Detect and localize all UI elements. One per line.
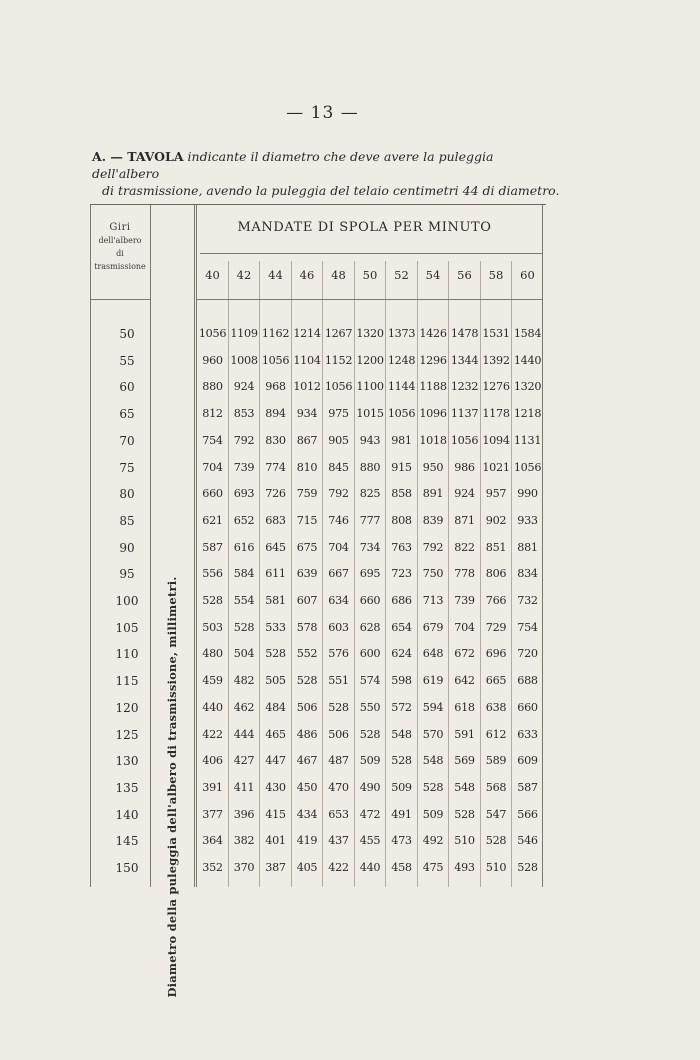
column-header: 50: [362, 268, 378, 282]
value-cell: 493: [454, 861, 475, 874]
value-cell: 654: [391, 620, 412, 634]
value-cell: 411: [233, 780, 255, 794]
value-cell: 572: [391, 700, 412, 714]
value-cell: 574: [359, 674, 381, 688]
column-header: 44: [268, 268, 283, 282]
value-cell: 587: [517, 780, 538, 794]
value-cell: 422: [328, 861, 349, 874]
value-cell: 1008: [230, 353, 258, 367]
value-cell: 1320: [356, 327, 384, 340]
value-cell: 450: [296, 780, 318, 794]
value-cell: 934: [296, 407, 318, 421]
value-cell: 1248: [387, 353, 416, 367]
value-cell: 693: [233, 487, 255, 501]
value-cell: 401: [265, 834, 286, 848]
table-row: [90, 404, 546, 424]
value-cell: 1531: [482, 327, 510, 340]
value-cell: 618: [454, 700, 475, 714]
value-cell: 675: [296, 540, 318, 554]
value-cell: 510: [485, 861, 507, 874]
value-cell: 774: [265, 460, 286, 474]
value-cell: 1373: [387, 327, 416, 340]
table-row: [90, 564, 546, 584]
value-cell: 528: [233, 620, 255, 634]
value-cell: 648: [422, 647, 444, 661]
value-cell: 430: [265, 780, 286, 794]
value-cell: 1131: [513, 433, 542, 447]
value-cell: 566: [517, 807, 538, 821]
column-header: 56: [457, 268, 472, 282]
value-cell: 763: [391, 540, 412, 554]
value-cell: 528: [359, 727, 381, 741]
value-cell: 665: [485, 674, 507, 688]
table-row: [90, 511, 546, 531]
column-header: 42: [236, 268, 252, 282]
column-header: 58: [488, 268, 504, 282]
value-cell: 1584: [513, 327, 542, 340]
giri-cell: 130: [115, 754, 139, 769]
value-cell: 504: [233, 647, 255, 661]
value-cell: 924: [233, 380, 255, 394]
table-row: [90, 618, 546, 638]
value-cell: 990: [517, 487, 538, 501]
value-cell: 1232: [450, 380, 479, 394]
value-cell: 447: [265, 754, 286, 768]
value-cell: 533: [265, 620, 286, 634]
value-cell: 1109: [230, 327, 258, 340]
value-cell: 415: [265, 807, 286, 821]
giri-cell: 90: [119, 540, 135, 555]
value-cell: 1056: [450, 433, 479, 447]
value-cell: 739: [233, 460, 255, 474]
value-cell: 933: [517, 513, 538, 527]
value-cell: 1267: [324, 327, 353, 340]
value-cell: 683: [265, 513, 286, 527]
giri-cell: 60: [119, 380, 135, 395]
value-cell: 458: [391, 861, 412, 874]
table-row: [90, 751, 546, 771]
table-caption: [92, 148, 562, 199]
value-cell: 894: [265, 407, 286, 421]
value-cell: 503: [202, 620, 223, 634]
value-cell: 459: [202, 674, 223, 688]
value-cell: 465: [265, 727, 286, 741]
value-cell: 750: [422, 567, 444, 581]
value-cell: 830: [265, 433, 286, 447]
giri-header-line2: dell'albero: [98, 236, 142, 245]
value-cell: 594: [422, 700, 444, 714]
giri-cell: 150: [115, 861, 139, 875]
giri-cell: 80: [119, 487, 135, 502]
value-cell: 634: [328, 594, 349, 607]
value-cell: 792: [233, 433, 255, 447]
value-cell: 548: [391, 727, 412, 741]
value-cell: 475: [422, 861, 444, 874]
giri-cell: 115: [115, 674, 139, 689]
value-cell: 1392: [482, 353, 510, 367]
table-row: [90, 725, 546, 745]
value-cell: 1015: [356, 407, 384, 421]
value-cell: 405: [296, 861, 318, 874]
table-row: [90, 591, 546, 611]
value-cell: 437: [328, 834, 349, 848]
value-cell: 1096: [419, 407, 447, 421]
data-table: [90, 204, 546, 998]
giri-cell: 145: [115, 834, 139, 849]
giri-header-line4: trasmissione: [94, 262, 146, 271]
value-cell: 621: [202, 513, 223, 527]
value-cell: 584: [233, 567, 255, 581]
value-cell: 754: [202, 433, 223, 447]
value-cell: 1056: [387, 407, 416, 421]
column-header: 52: [394, 268, 409, 282]
value-cell: 639: [296, 567, 318, 581]
value-cell: 1200: [356, 353, 384, 367]
value-cell: 546: [517, 834, 538, 848]
value-cell: 732: [517, 594, 538, 607]
giri-cell: 50: [119, 327, 135, 341]
value-cell: 1056: [198, 327, 227, 340]
value-cell: 660: [202, 487, 223, 501]
giri-header-line3: di: [116, 249, 124, 258]
giri-cell: 135: [115, 780, 139, 795]
value-cell: 1104: [293, 353, 321, 367]
value-cell: 1214: [293, 327, 321, 340]
value-cell: 591: [454, 727, 475, 741]
value-cell: 506: [328, 727, 349, 741]
table-row: [90, 458, 546, 478]
value-cell: 704: [328, 540, 349, 554]
value-cell: 589: [485, 754, 507, 768]
value-cell: 551: [328, 674, 349, 688]
caption-lead: A. — TAVOLA: [92, 149, 184, 164]
value-cell: 455: [359, 834, 381, 848]
value-cell: 881: [517, 540, 538, 554]
value-cell: 726: [265, 487, 286, 501]
giri-cell: 65: [119, 407, 135, 422]
table-row: [90, 805, 546, 825]
giri-cell: 85: [119, 513, 135, 528]
value-cell: 834: [517, 567, 538, 581]
value-cell: 704: [454, 620, 475, 634]
value-cell: 825: [359, 487, 381, 501]
value-cell: 612: [485, 727, 507, 741]
value-cell: 427: [233, 754, 255, 768]
table-row: [90, 778, 546, 798]
value-cell: 624: [391, 647, 412, 661]
value-cell: 406: [202, 754, 223, 768]
value-cell: 858: [391, 487, 412, 501]
table-row: [90, 698, 546, 718]
value-cell: 440: [202, 700, 223, 714]
value-cell: 808: [391, 513, 412, 527]
value-cell: 720: [517, 647, 538, 661]
value-cell: 981: [391, 433, 412, 447]
giri-cell: 75: [119, 460, 135, 475]
value-cell: 556: [202, 567, 223, 581]
value-cell: 616: [233, 540, 255, 554]
value-cell: 924: [454, 487, 475, 501]
value-cell: 1162: [261, 327, 290, 340]
table-row: [90, 484, 546, 504]
table-row: [90, 351, 546, 371]
value-cell: 975: [328, 407, 349, 421]
value-cell: 509: [359, 754, 381, 768]
value-cell: 377: [202, 807, 223, 821]
value-cell: 568: [485, 780, 507, 794]
value-cell: 739: [454, 594, 475, 607]
value-cell: 528: [454, 807, 475, 821]
value-cell: 713: [422, 594, 444, 607]
value-cell: 600: [359, 647, 381, 661]
value-cell: 528: [485, 834, 507, 848]
giri-header: [90, 221, 150, 273]
value-cell: 509: [391, 780, 412, 794]
value-cell: 943: [359, 433, 381, 447]
value-cell: 1178: [482, 407, 510, 421]
value-cell: 528: [391, 754, 412, 768]
value-cell: 581: [265, 594, 286, 607]
value-cell: 871: [454, 513, 475, 527]
value-cell: 1018: [419, 433, 447, 447]
value-cell: 419: [296, 834, 318, 848]
giri-cell: 110: [115, 647, 139, 662]
value-cell: 652: [233, 513, 255, 527]
value-cell: 667: [328, 567, 349, 581]
value-cell: 1296: [419, 353, 447, 367]
value-cell: 528: [328, 700, 349, 714]
value-cell: 628: [359, 620, 381, 634]
value-cell: 1320: [513, 380, 542, 394]
value-cell: 806: [485, 567, 507, 581]
value-cell: 548: [454, 780, 475, 794]
value-cell: 370: [233, 861, 255, 874]
table-row: [90, 431, 546, 451]
value-cell: 766: [485, 594, 507, 607]
value-cell: 1056: [513, 460, 542, 474]
value-cell: 352: [202, 861, 223, 874]
value-cell: 1144: [387, 380, 416, 394]
value-cell: 660: [517, 700, 538, 714]
value-cell: 1056: [324, 380, 353, 394]
value-cell: 686: [391, 594, 412, 607]
value-cell: 746: [328, 513, 349, 527]
value-cell: 653: [328, 807, 349, 821]
value-cell: 480: [202, 647, 223, 661]
page-number: — 13 —: [286, 103, 359, 123]
value-cell: 734: [359, 540, 381, 554]
value-cell: 880: [202, 380, 223, 394]
value-cell: 915: [391, 460, 412, 474]
table-row: [90, 644, 546, 664]
giri-cell: 105: [115, 620, 139, 635]
table-row: [90, 538, 546, 558]
value-cell: 853: [233, 407, 255, 421]
value-cell: 812: [202, 407, 223, 421]
value-cell: 642: [454, 674, 475, 688]
giri-cell: 95: [119, 567, 135, 582]
value-cell: 960: [202, 353, 223, 367]
value-cell: 950: [422, 460, 444, 474]
value-cell: 1021: [482, 460, 510, 474]
value-cell: 603: [328, 620, 349, 634]
value-cell: 391: [202, 780, 223, 794]
value-cell: 1478: [450, 327, 479, 340]
value-cell: 1218: [513, 407, 542, 421]
value-cell: 1440: [513, 353, 542, 367]
giri-header-title: Giri: [109, 222, 131, 233]
value-cell: 688: [517, 674, 538, 688]
value-cell: 1276: [482, 380, 510, 394]
table-row: [90, 377, 546, 397]
value-cell: 490: [359, 780, 381, 794]
column-header: 46: [299, 268, 315, 282]
value-cell: 550: [359, 700, 381, 714]
value-cell: 851: [485, 540, 507, 554]
value-cell: 845: [328, 460, 349, 474]
column-header: 60: [520, 268, 535, 282]
value-cell: 695: [359, 567, 381, 581]
value-cell: 723: [391, 567, 412, 581]
value-cell: 679: [422, 620, 444, 634]
value-cell: 528: [296, 674, 318, 688]
value-cell: 778: [454, 567, 475, 581]
value-cell: 484: [265, 700, 286, 714]
value-cell: 528: [517, 861, 538, 874]
value-cell: 986: [454, 460, 475, 474]
value-cell: 902: [485, 513, 507, 527]
value-cell: 729: [485, 620, 507, 634]
value-cell: 444: [233, 727, 255, 741]
value-cell: 387: [265, 861, 286, 874]
value-cell: 715: [296, 513, 318, 527]
value-cell: 470: [328, 780, 349, 794]
value-cell: 638: [485, 700, 507, 714]
value-cell: 633: [517, 727, 538, 741]
giri-cell: 70: [119, 433, 135, 448]
value-cell: 792: [328, 487, 349, 501]
value-cell: 957: [485, 487, 507, 501]
value-cell: 891: [422, 487, 444, 501]
value-cell: 578: [296, 620, 318, 634]
table-row: [90, 831, 546, 851]
value-cell: 570: [422, 727, 444, 741]
column-header: 48: [331, 268, 346, 282]
mandate-header: MANDATE DI SPOLA PER MINUTO: [237, 220, 492, 235]
table-row: [90, 324, 546, 344]
value-cell: 759: [296, 487, 318, 501]
giri-cell: 125: [115, 727, 139, 742]
column-header: 40: [205, 268, 220, 282]
value-cell: 822: [454, 540, 475, 554]
value-cell: 548: [422, 754, 444, 768]
giri-cell: 120: [115, 700, 139, 715]
value-cell: 492: [422, 834, 444, 848]
value-cell: 598: [391, 674, 412, 688]
value-cell: 792: [422, 540, 444, 554]
value-cell: 1094: [482, 433, 510, 447]
value-cell: 905: [328, 433, 349, 447]
value-cell: 867: [296, 433, 318, 447]
value-cell: 462: [233, 700, 255, 714]
value-cell: 611: [265, 567, 286, 581]
value-cell: 528: [265, 647, 286, 661]
value-cell: 607: [296, 594, 318, 607]
table-row: [90, 858, 546, 878]
caption-line2: di trasmissione, avendo la puleggia del telaio centimetri 44 di diametro.: [102, 183, 560, 198]
value-cell: 364: [202, 834, 223, 848]
value-cell: 473: [391, 834, 412, 848]
value-cell: 382: [233, 834, 255, 848]
value-cell: 880: [359, 460, 381, 474]
value-cell: 1188: [419, 380, 447, 394]
value-cell: 510: [454, 834, 475, 848]
value-cell: 968: [265, 380, 286, 394]
value-cell: 1012: [293, 380, 321, 394]
value-cell: 609: [517, 754, 538, 768]
side-label: Diametro della puleggia dell'albero di trasmissione, millimetri.: [165, 576, 179, 998]
value-cell: 1426: [419, 327, 447, 340]
value-cell: 1137: [450, 407, 479, 421]
caption-line1: indicante il diametro che deve avere la puleggia dell'albero: [92, 149, 494, 181]
value-cell: 528: [202, 594, 223, 607]
value-cell: 777: [359, 513, 381, 527]
value-cell: 1152: [324, 353, 353, 367]
giri-cell: 55: [119, 353, 135, 368]
value-cell: 1100: [356, 380, 384, 394]
value-cell: 505: [265, 674, 286, 688]
table-row: [90, 671, 546, 691]
value-cell: 396: [233, 807, 255, 821]
giri-cell: 140: [115, 807, 139, 822]
value-cell: 1344: [450, 353, 479, 367]
value-cell: 576: [328, 647, 349, 661]
value-cell: 552: [296, 647, 318, 661]
column-header: 54: [425, 268, 441, 282]
value-cell: 487: [328, 754, 349, 768]
value-cell: 696: [485, 647, 507, 661]
value-cell: 547: [485, 807, 507, 821]
value-cell: 569: [454, 754, 475, 768]
value-cell: 810: [296, 460, 318, 474]
value-cell: 645: [265, 540, 286, 554]
value-cell: 434: [296, 807, 318, 821]
value-cell: 472: [359, 807, 381, 821]
value-cell: 491: [391, 807, 412, 821]
value-cell: 467: [296, 754, 318, 768]
value-cell: 704: [202, 460, 223, 474]
value-cell: 660: [359, 594, 381, 607]
value-cell: 528: [422, 780, 444, 794]
value-cell: 482: [233, 674, 255, 688]
value-cell: 587: [202, 540, 223, 554]
value-cell: 554: [233, 594, 255, 607]
value-cell: 1056: [261, 353, 290, 367]
value-cell: 440: [359, 861, 381, 874]
value-cell: 839: [422, 513, 444, 527]
value-cell: 754: [517, 620, 538, 634]
value-cell: 422: [202, 727, 223, 741]
giri-cell: 100: [115, 594, 139, 608]
value-cell: 509: [422, 807, 444, 821]
value-cell: 672: [454, 647, 475, 661]
value-cell: 486: [296, 727, 318, 741]
value-cell: 619: [422, 674, 444, 688]
value-cell: 506: [296, 700, 318, 714]
